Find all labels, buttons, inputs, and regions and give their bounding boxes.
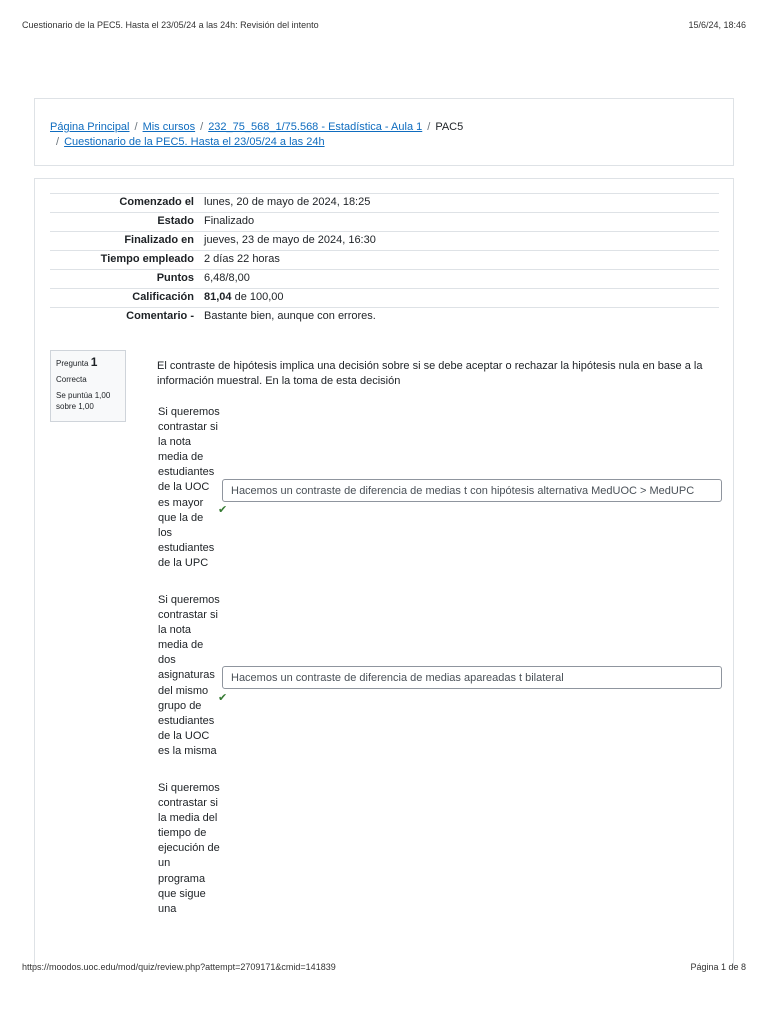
breadcrumb-separator: / xyxy=(427,121,431,133)
question-info-box xyxy=(50,350,126,422)
match-prompt: Si queremos contrastar si la nota media de dos asignaturas del mismo grupo de estudiantes de la UOC es la misma xyxy=(158,594,220,757)
summary-row xyxy=(50,213,719,232)
question-prefix: Pregunta xyxy=(56,359,89,368)
summary-row xyxy=(50,308,719,327)
summary-label: Comentario - xyxy=(50,308,198,327)
breadcrumb-course-link[interactable]: 232_75_568_1/75.568 - Estadística - Aula 1 xyxy=(208,121,423,133)
summary-label: Estado xyxy=(50,213,198,232)
summary-row xyxy=(50,232,719,251)
breadcrumb-section: PAC5 xyxy=(435,121,464,133)
print-page-number: Página 1 de 8 xyxy=(690,962,746,972)
summary-value: lunes, 20 de mayo de 2024, 18:25 xyxy=(198,194,719,213)
match-answer-select[interactable]: Hacemos un contraste de diferencia de medias apareadas t bilateral xyxy=(222,666,722,689)
grade-max: de 100,00 xyxy=(231,291,284,303)
correct-check-icon: ✔ xyxy=(218,692,228,704)
breadcrumb-separator: / xyxy=(200,121,204,133)
breadcrumb-my-courses-link[interactable]: Mis cursos xyxy=(142,121,196,133)
summary-row xyxy=(50,289,719,308)
print-footer xyxy=(22,962,746,974)
summary-value: jueves, 23 de mayo de 2024, 16:30 xyxy=(198,232,719,251)
summary-label: Calificación xyxy=(50,289,198,308)
question-number: 1 xyxy=(90,355,98,369)
print-header xyxy=(22,20,746,32)
match-prompt: Si queremos contrastar si la media del tiempo de ejecución de un programa que sigue una xyxy=(158,782,220,915)
breadcrumb-home-link[interactable]: Página Principal xyxy=(50,121,130,133)
summary-value: 2 días 22 horas xyxy=(198,251,719,270)
breadcrumb-quiz-link[interactable]: Cuestionario de la PEC5. Hasta el 23/05/24 a las 24h xyxy=(64,136,325,148)
summary-label: Tiempo empleado xyxy=(50,251,198,270)
summary-row xyxy=(50,194,719,213)
breadcrumb xyxy=(50,120,710,150)
summary-label: Puntos xyxy=(50,270,198,289)
print-title: Cuestionario de la PEC5. Hasta el 23/05/24 a las 24h: Revisión del intento xyxy=(22,20,319,30)
question-text: El contraste de hipótesis implica una decisión sobre si se debe aceptar o rechazar la hipótesis nula en base a la información muestral. En la toma de esta decisión xyxy=(157,360,703,387)
grade-value: 81,04 xyxy=(204,291,232,303)
attempt-summary-table xyxy=(50,193,719,326)
correct-check-icon: ✔ xyxy=(218,504,228,516)
summary-value: 6,48/8,00 xyxy=(198,270,719,289)
match-prompt: Si queremos contrastar si la nota media de estudiantes de la UOC es mayor que la de los estudiantes de la UPC xyxy=(158,406,220,569)
summary-value: Bastante bien, aunque con errores. xyxy=(198,308,719,327)
question-state: Correcta xyxy=(56,375,87,384)
summary-label: Comenzado el xyxy=(50,194,198,213)
print-date: 15/6/24, 18:46 xyxy=(688,20,746,30)
summary-row xyxy=(50,251,719,270)
breadcrumb-container xyxy=(34,98,734,166)
match-answer-select[interactable]: Hacemos un contraste de diferencia de medias t con hipótesis alternativa MedUOC > MedUPC xyxy=(222,479,722,502)
summary-row xyxy=(50,270,719,289)
breadcrumb-separator: / xyxy=(134,121,138,133)
summary-value xyxy=(198,289,719,308)
breadcrumb-separator: / xyxy=(56,136,60,148)
summary-value: Finalizado xyxy=(198,213,719,232)
summary-label: Finalizado en xyxy=(50,232,198,251)
question-grade: Se puntúa 1,00 sobre 1,00 xyxy=(56,391,111,411)
print-url: https://moodos.uoc.edu/mod/quiz/review.php?attempt=2709171&cmid=141839 xyxy=(22,962,336,972)
